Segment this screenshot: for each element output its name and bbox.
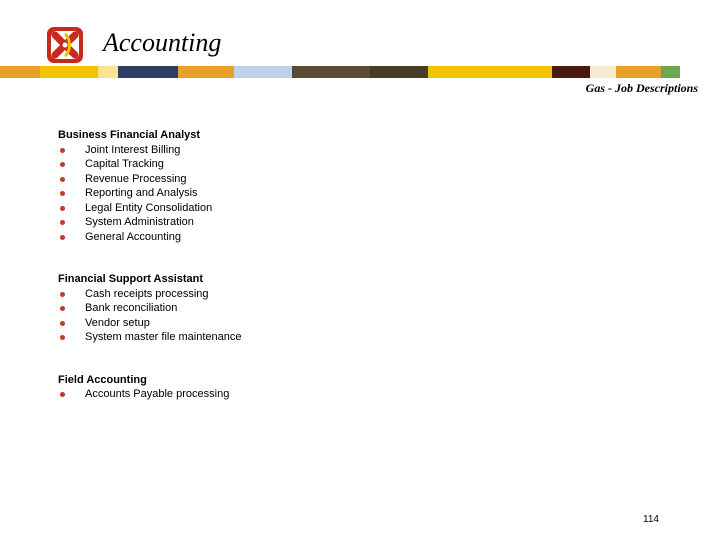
bullet-icon bbox=[60, 177, 65, 182]
list-item bbox=[58, 186, 658, 201]
bullet-icon bbox=[60, 148, 65, 153]
list-item-label: System master file maintenance bbox=[85, 331, 242, 343]
list-item-label: Joint Interest Billing bbox=[85, 143, 181, 156]
list-item-label: Bank reconciliation bbox=[85, 302, 178, 314]
bar-segment bbox=[370, 66, 428, 78]
bullet-icon bbox=[60, 292, 65, 297]
bar-segment bbox=[492, 66, 552, 78]
list-item-label: Revenue Processing bbox=[85, 172, 187, 185]
bar-segment bbox=[178, 66, 234, 78]
bar-segment bbox=[661, 66, 680, 78]
list-item bbox=[58, 157, 658, 172]
list-item bbox=[58, 143, 658, 158]
bar-segment bbox=[292, 66, 370, 78]
list-item-label: Reporting and Analysis bbox=[85, 187, 198, 199]
list-item-label: General Accounting bbox=[85, 230, 182, 243]
bar-segment bbox=[234, 66, 292, 78]
bullet-icon bbox=[60, 162, 65, 167]
section-heading: Field Accounting bbox=[58, 373, 147, 386]
list-item bbox=[58, 201, 658, 216]
bar-segment bbox=[98, 66, 118, 78]
list-item bbox=[58, 230, 658, 245]
list-item bbox=[58, 215, 658, 230]
page-subtitle: Gas - Job Descriptions bbox=[585, 81, 698, 95]
list-item-label: System Administration bbox=[85, 216, 194, 228]
section-financial-support-assistant bbox=[58, 272, 658, 345]
bar-segment bbox=[552, 66, 590, 78]
bar-segment bbox=[428, 66, 492, 78]
list-item-label: Cash receipts processing bbox=[85, 287, 209, 300]
page-number: 114 bbox=[643, 514, 659, 525]
bar-segment bbox=[40, 66, 98, 78]
list-item bbox=[58, 287, 658, 302]
list-item bbox=[58, 330, 658, 345]
section-field-accounting bbox=[58, 373, 658, 402]
list-item-label: Legal Entity Consolidation bbox=[85, 201, 213, 214]
bullet-icon bbox=[60, 306, 65, 311]
list-item bbox=[58, 316, 658, 331]
page-title: Accounting bbox=[103, 28, 222, 57]
bar-segment bbox=[118, 66, 178, 78]
list-item-label: Capital Tracking bbox=[85, 158, 164, 170]
bullet-icon bbox=[60, 321, 65, 326]
section-business-financial-analyst bbox=[58, 128, 658, 244]
bullet-icon bbox=[60, 206, 65, 211]
bullet-icon bbox=[60, 235, 65, 240]
bar-segment bbox=[590, 66, 616, 78]
list-item-label: Vendor setup bbox=[85, 316, 150, 329]
list-item-label: Accounts Payable processing bbox=[85, 388, 230, 400]
job-descriptions bbox=[58, 128, 658, 430]
bullet-icon bbox=[60, 220, 65, 225]
bullet-icon bbox=[60, 191, 65, 196]
section-heading: Financial Support Assistant bbox=[58, 273, 204, 285]
list-item bbox=[58, 172, 658, 187]
decorative-color-bar bbox=[0, 66, 720, 78]
list-item bbox=[58, 301, 658, 316]
company-logo bbox=[46, 26, 84, 64]
bullet-icon bbox=[60, 335, 65, 340]
bar-segment bbox=[616, 66, 661, 78]
bar-segment bbox=[0, 66, 40, 78]
list-item bbox=[58, 387, 658, 402]
section-heading: Business Financial Analyst bbox=[58, 129, 201, 141]
bullet-icon bbox=[60, 392, 65, 397]
